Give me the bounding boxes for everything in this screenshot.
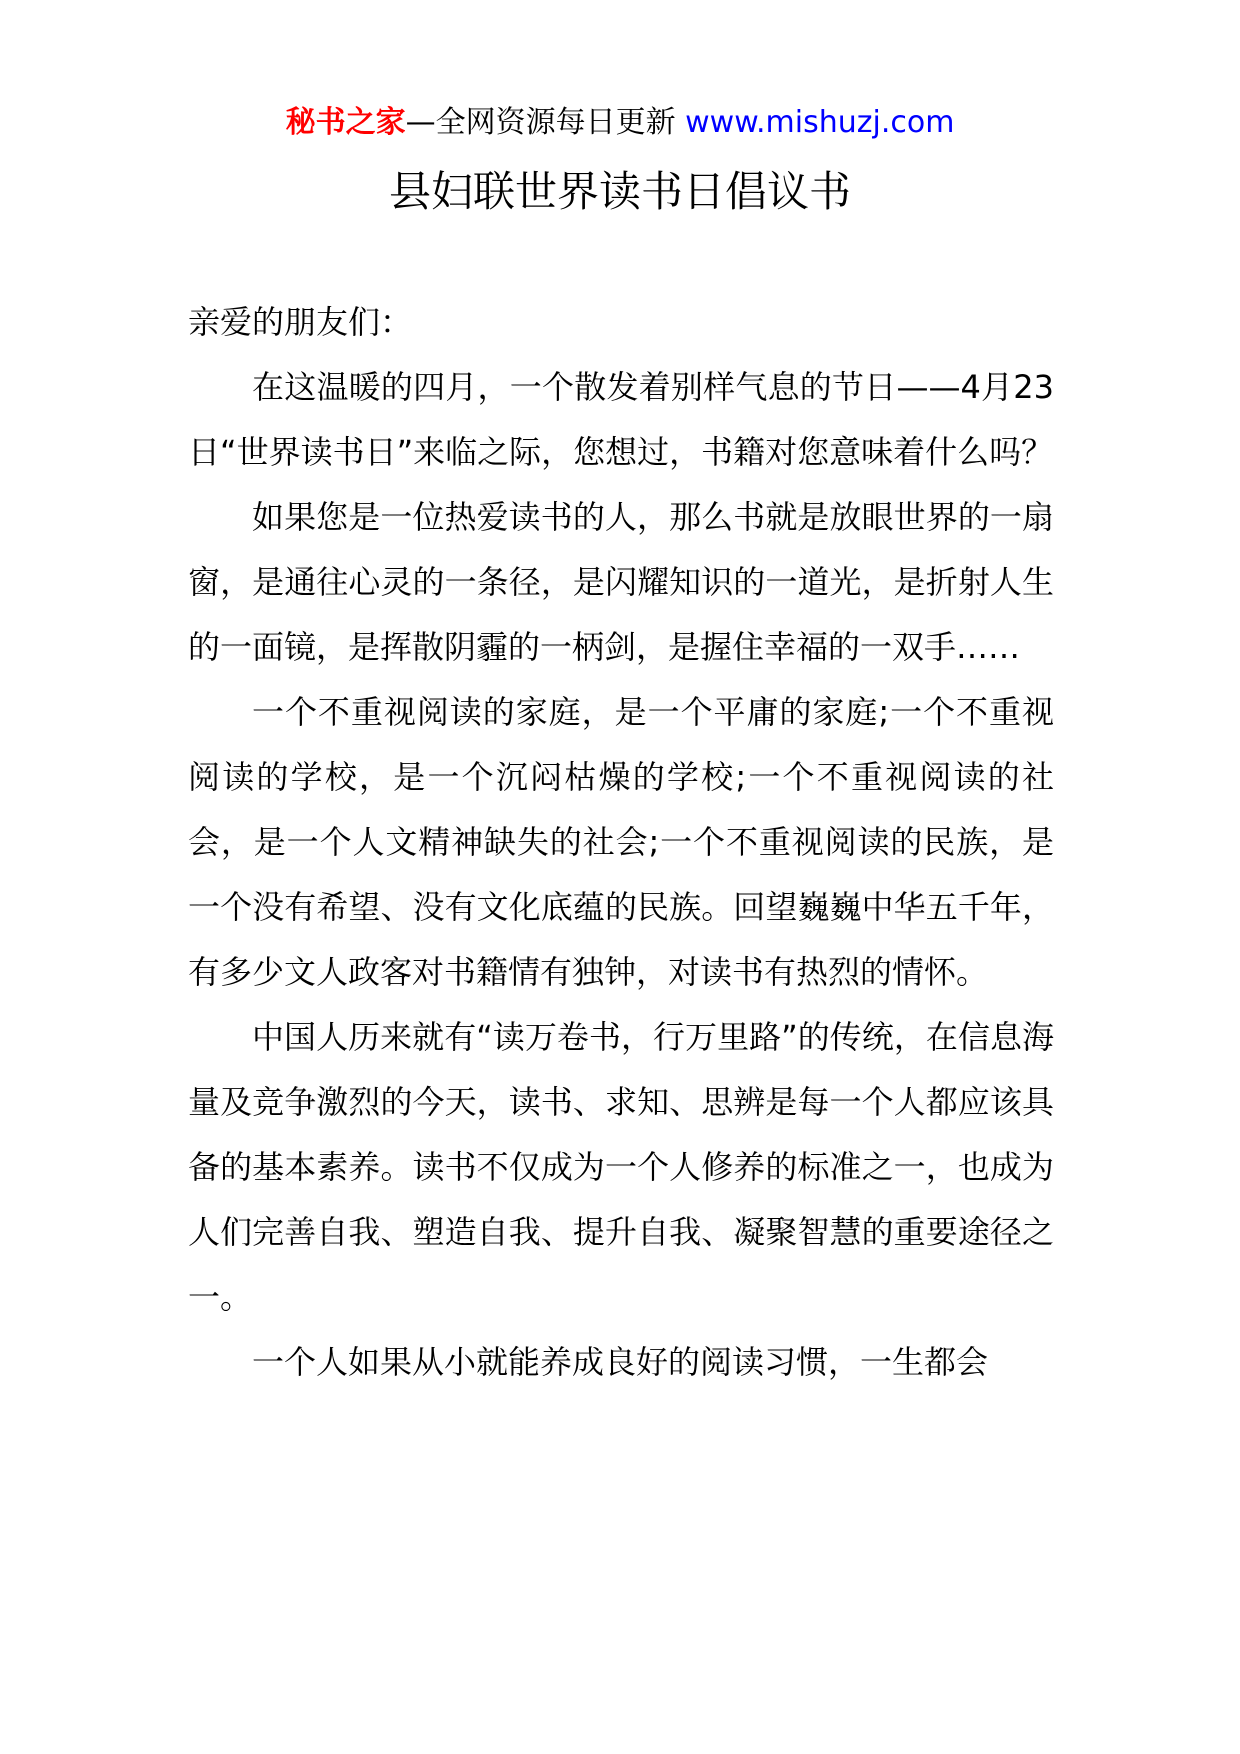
- paragraph-1: 在这温暖的四月，一个散发着别样气息的节日——4月23日“世界读书日”来临之际，您想过，书籍对您意味着什么吗？: [188, 368, 1054, 471]
- document-body: [188, 290, 1054, 1395]
- site-url-link[interactable]: www.mishuzj.com: [685, 105, 955, 140]
- paragraph-2: 如果您是一位热爱读书的人，那么书就是放眼世界的一扇窗，是通往心灵的一条径，是闪耀知识的一道光，是折射人生的一面镜，是挥散阴霾的一柄剑，是握住幸福的一双手……: [188, 498, 1054, 666]
- salutation: 亲爱的朋友们：: [188, 303, 413, 341]
- document-title: 县妇联世界读书日倡议书: [388, 167, 851, 216]
- paragraph-4: 中国人历来就有“读万卷书，行万里路”的传统，在信息海量及竞争激烈的今天，读书、求知、思辨是每一个人都应该具备的基本素养。读书不仅成为一个人修养的标准之一，也成为人们完善自我、塑造自我、提升自我、凝聚智慧的重要途径之一。: [188, 1018, 1054, 1316]
- header-slogan: —全网资源每日更新: [405, 105, 686, 140]
- paragraph-3: 一个不重视阅读的家庭，是一个平庸的家庭;一个不重视阅读的学校，是一个沉闷枯燥的学校;一个不重视阅读的社会，是一个人文精神缺失的社会;一个不重视阅读的民族，是一个没有希望、没有文化底蕴的民族。回望巍巍中华五千年，有多少文人政客对书籍情有独钟，对读书有热烈的情怀。: [188, 693, 1054, 991]
- brand-name: 秘书之家: [285, 105, 406, 140]
- paragraph-5: 一个人如果从小就能养成良好的阅读习惯，一生都会: [252, 1343, 989, 1381]
- site-header: [0, 103, 1240, 143]
